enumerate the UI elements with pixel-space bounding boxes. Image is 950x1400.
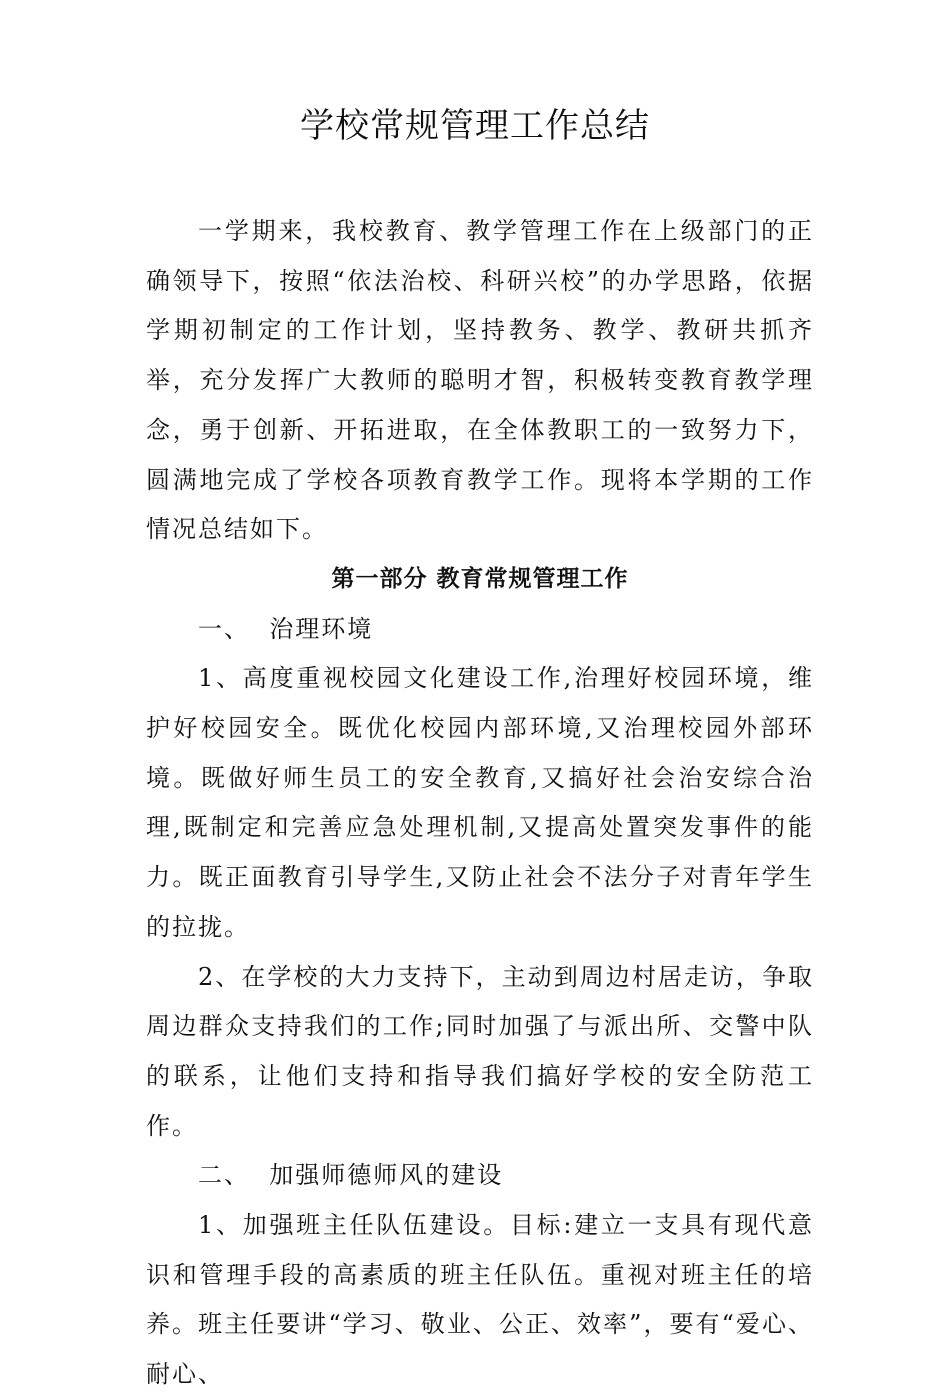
section-two-item-one: 1、加强班主任队伍建设。目标:建立一支具有现代意识和管理手段的高素质的班主任队伍。重视对班主任的培养。班主任要讲“学习、敬业、公正、效率”，要有“爱心、耐心、 — [146, 1211, 814, 1389]
document-title: 学校常规管理工作总结 — [300, 106, 650, 146]
intro-paragraph: 一学期来，我校教育、教学管理工作在上级部门的正确领导下，按照“依法治校、科研兴校”的办学思路，依据学期初制定的工作计划，坚持教务、教学、教研共抓齐举，充分发挥广大教师的聪明才智，积极转变教育教学理念，勇于创新、开拓进取，在全体教职工的一致努力下，圆满地完成了学校各项教育教学工作。现将本学期的工作情况总结如下。 — [146, 217, 814, 544]
part-one-heading: 第一部分 教育常规管理工作 — [331, 565, 629, 592]
section-two-heading: 二、 加强师德师风的建设 — [198, 1161, 504, 1190]
document-body — [146, 207, 814, 1400]
section-one-item-two: 2、在学校的大力支持下，主动到周边村居走访，争取周边群众支持我们的工作;同时加强了与派出所、交警中队的联系，让他们支持和指导我们搞好学校的安全防范工作。 — [146, 962, 814, 1140]
section-one-item-one: 1、高度重视校园文化建设工作,治理好校园环境，维护好校园安全。既优化校园内部环境,又治理校园外部环境。既做好师生员工的安全教育,又搞好社会治安综合治理,既制定和完善应急处理机制,又提高处置突发事件的能力。既正面教育引导学生,又防止社会不法分子对青年学生的拉拢。 — [146, 664, 814, 941]
section-one-heading: 一、 治理环境 — [198, 614, 374, 643]
